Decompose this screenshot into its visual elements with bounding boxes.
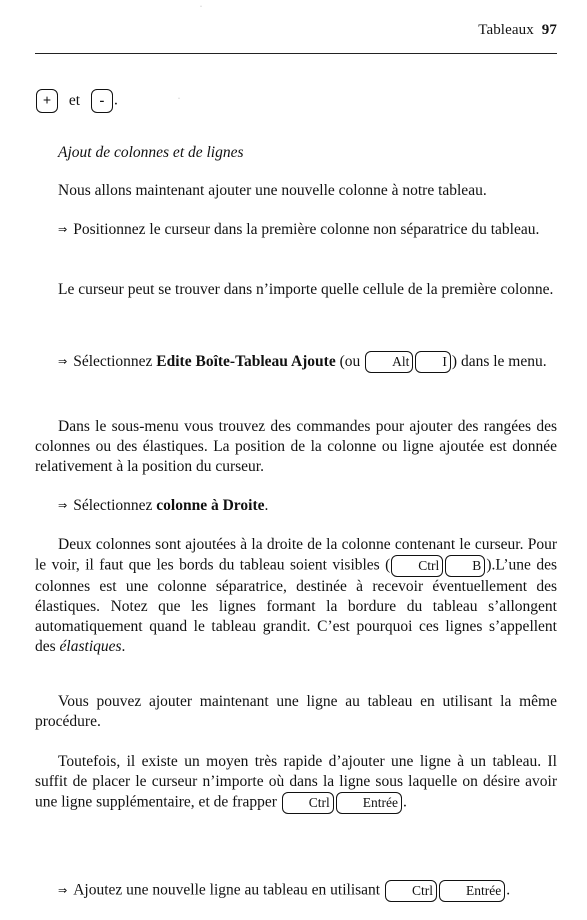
paragraph-text: ).L’une des colonnes est une colonne séparatrice, destinée à recevoir éventuellement des élastiques. Notez que les lignes formant la bordure du tableau s’allongent automatiquement quand le tableau grandit. C’est pourquoi ces lignes s’appellent des <box>35 556 557 655</box>
paragraph-text: Deux colonnes sont ajoutées à la droite de la colonne contenant le curseur. Pour le voir, il faut que les bords du tableau soient visibles ( <box>35 536 557 574</box>
instruction-text: ) dans le menu. <box>451 353 547 370</box>
arrow-icon: ⇒ <box>58 883 68 897</box>
instruction-paragraph <box>35 220 557 241</box>
paragraph: Dans le sous-menu vous trouvez des commandes pour ajouter des rangées des colonnes ou des élastiques. La position de la colonne ou ligne ajoutée est donnée relativement à la position du curseur. <box>35 418 557 475</box>
arrow-icon: ⇒ <box>58 223 68 236</box>
period: . <box>506 881 511 899</box>
ctrl-key: Ctrl <box>282 792 334 814</box>
menu-path: colonne à Droite <box>156 497 265 514</box>
arrow-icon: ⇒ <box>58 499 68 512</box>
plus-key: + <box>36 89 58 113</box>
instruction-text: Sélectionnez <box>73 353 153 370</box>
running-header <box>478 22 557 39</box>
chapter-title: Tableaux <box>478 22 534 38</box>
connector-text: et <box>68 91 81 109</box>
instruction-text: Ajoutez une nouvelle ligne au tableau en utilisant <box>73 881 381 899</box>
key-line <box>35 89 557 113</box>
paragraph <box>35 752 557 814</box>
paragraph: Vous pouvez ajouter maintenant une ligne au tableau en utilisant la même procédure. <box>35 693 557 730</box>
enter-key: Entrée <box>439 880 505 902</box>
header-rule <box>35 53 557 54</box>
instruction-text: (ou <box>339 353 361 370</box>
ctrl-key: Ctrl <box>385 880 437 902</box>
term-elastiques: élastiques <box>59 638 122 655</box>
period: . <box>113 91 118 109</box>
paragraph: Nous allons maintenant ajouter une nouvelle colonne à notre tableau. <box>58 182 487 199</box>
paragraph: Le curseur peut se trouver dans n’importe quelle cellule de la première colonne. <box>58 281 554 298</box>
scan-speck: · <box>178 96 180 102</box>
b-key: B <box>445 555 485 577</box>
menu-path: Edite Boîte-Tableau Ajoute <box>156 353 336 370</box>
period: . <box>403 793 407 811</box>
alt-key: Alt <box>365 351 413 373</box>
instruction-paragraph <box>35 880 557 902</box>
scan-speck: · <box>200 4 202 10</box>
ctrl-key: Ctrl <box>391 555 443 577</box>
period: . <box>264 497 269 514</box>
instruction-paragraph <box>35 345 557 380</box>
arrow-icon: ⇒ <box>58 355 68 368</box>
paragraph <box>35 535 557 657</box>
page-number: 97 <box>541 22 557 38</box>
minus-key: - <box>91 89 113 113</box>
instruction-text: Sélectionnez <box>73 497 153 514</box>
i-key: I <box>415 351 451 373</box>
instruction-paragraph <box>35 496 557 517</box>
section-heading: Ajout de colonnes et de lignes <box>58 144 244 161</box>
enter-key: Entrée <box>336 792 402 814</box>
paragraph-text: Toutefois, il existe un moyen très rapide d’ajouter une ligne à un tableau. Il suffit de placer le curseur n’importe où dans la ligne sous laquelle on désire avoir une ligne supplémentaire, et de frapper <box>35 753 557 811</box>
period: . <box>121 638 126 655</box>
instruction-text: Positionnez le curseur dans la première colonne non séparatrice du tableau. <box>73 221 540 238</box>
